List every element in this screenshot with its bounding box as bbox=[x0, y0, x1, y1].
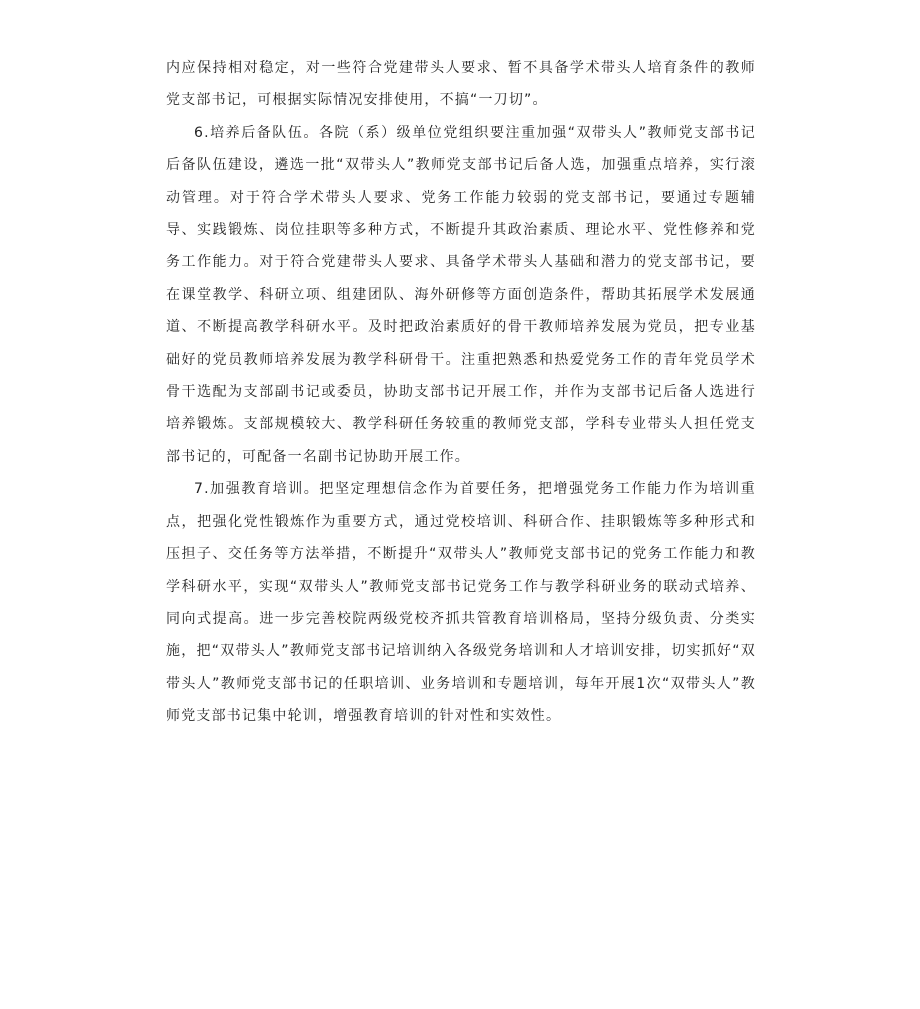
paragraph-item-6: 6.培养后备队伍。各院（系）级单位党组织要注重加强“双带头人”教师党支部书记后备队伍建设，遴选一批“双带头人”教师党支部书记后备人选，加强重点培养，实行滚动管理。对于符合学术带头人要求、党务工作能力较弱的党支部书记，要通过专题辅导、实践锻炼、岗位挂职等多种方式，不断提升其政治素质、理论水平、党性修养和党务工作能力。对于符合党建带头人要求、具备学术带头人基础和潜力的党支部书记，要在课堂教学、科研立项、组建团队、海外研修等方面创造条件，帮助其拓展学术发展通道、不断提高教学科研水平。及时把政治素质好的骨干教师培养发展为党员，把专业基础好的党员教师培养发展为教学科研骨干。注重把熟悉和热爱党务工作的青年党员学术骨干选配为支部副书记或委员，协助支部书记开展工作，并作为支部书记后备人选进行培养锻炼。支部规模较大、教学科研任务较重的教师党支部，学科专业带头人担任党支部书记的，可配备一名副书记协助开展工作。 bbox=[166, 124, 756, 465]
document-body bbox=[166, 52, 756, 733]
paragraph-continuation: 内应保持相对稳定，对一些符合党建带头人要求、暂不具备学术带头人培育条件的教师党支部书记，可根据实际情况安排使用，不搞“一刀切”。 bbox=[166, 60, 756, 109]
paragraph-item-7: 7.加强教育培训。把坚定理想信念作为首要任务，把增强党务工作能力作为培训重点，把强化党性锻炼作为重要方式，通过党校培训、科研合作、挂职锻炼等多种形式和压担子、交任务等方法举措，不断提升“双带头人”教师党支部书记的党务工作能力和教学科研水平，实现“双带头人”教师党支部书记党务工作与教学科研业务的联动式培养、同向式提高。进一步完善校院两级党校齐抓共管教育培训格局，坚持分级负责、分类实施，把“双带头人”教师党支部书记培训纳入各级党务培训和人才培训安排，切实抓好“双带头人”教师党支部书记的任职培训、业务培训和专题培训，每年开展1次“双带头人”教师党支部书记集中轮训，增强教育培训的针对性和实效性。 bbox=[166, 481, 756, 725]
